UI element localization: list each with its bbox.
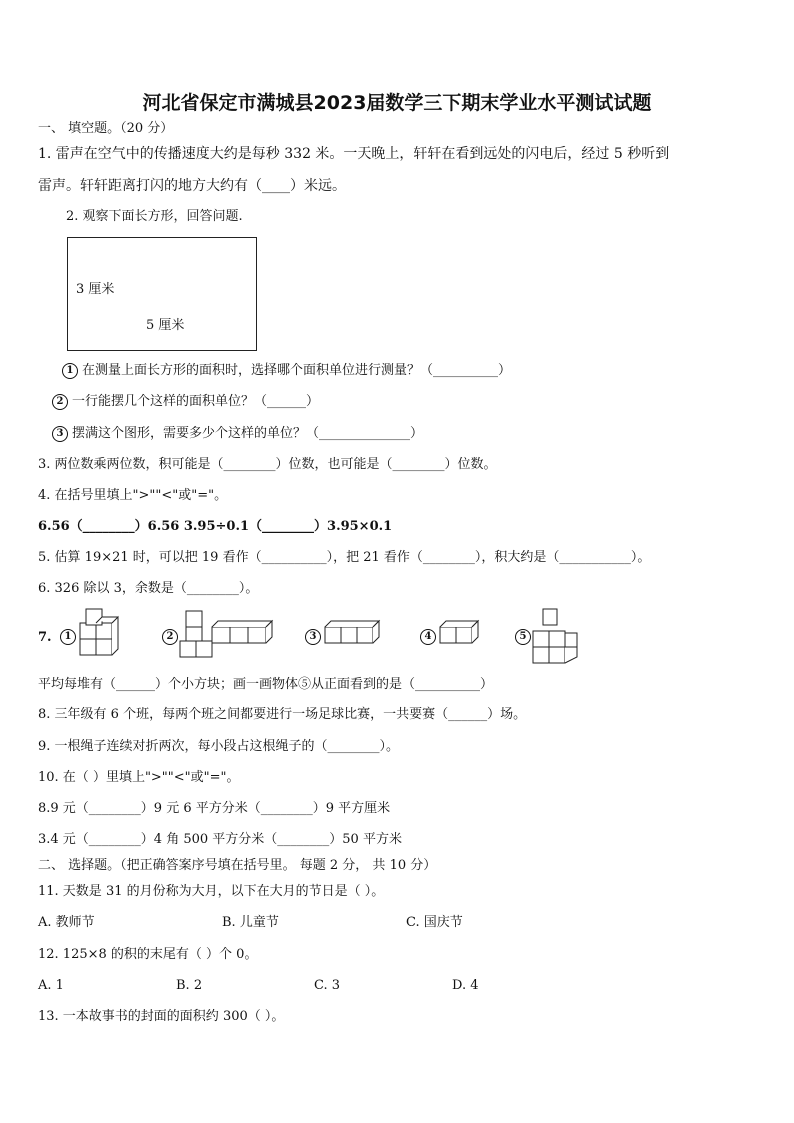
q12-option-b: B. 2 xyxy=(176,978,203,993)
section-2-heading: 二、 选择题。（把正确答案序号填在括号里。 每题 2 分， 共 10 分） xyxy=(38,858,437,873)
question-6: 6. 326 除以 3，余数是（________）。 xyxy=(38,581,259,596)
circled-number-icon: 1 xyxy=(60,629,76,645)
circled-number-icon: 5 xyxy=(515,629,531,645)
question-1-line-1: 1. 雷声在空气中的传播速度大约是每秒 332 米。一天晚上，轩轩在看到远处的闪电后，经过 5 秒听到 xyxy=(38,146,670,162)
question-2: 2. 观察下面长方形，回答问题. xyxy=(66,209,243,224)
circled-number-icon: 2 xyxy=(162,629,178,645)
rect-length-label: 5 厘米 xyxy=(146,318,185,333)
question-3: 3. 两位数乘两位数，积可能是（________）位数，也可能是（________）位数。 xyxy=(38,457,497,472)
q11-option-b: B. 儿童节 xyxy=(222,915,279,930)
q12-option-c: C. 3 xyxy=(314,978,341,993)
cube-row-3-icon xyxy=(323,605,393,665)
q11-option-a: A. 教师节 xyxy=(38,915,95,930)
question-4: 4. 在括号里填上">""<"或"="。 xyxy=(38,488,228,503)
circled-number-icon: 4 xyxy=(420,629,436,645)
question-4-items: 6.56（________）6.56 3.95÷0.1（________）3.95×0.1 xyxy=(38,519,393,534)
question-13: 13. 一本故事书的封面的面积约 300（ ）。 xyxy=(38,1009,285,1024)
rectangle-figure xyxy=(67,237,257,351)
circled-number-icon: 3 xyxy=(305,629,321,645)
q12-option-d: D. 4 xyxy=(452,978,479,993)
question-10-row-1: 8.9 元（________）9 元 6 平方分米（________）9 平方厘米 xyxy=(38,801,391,816)
section-1-heading: 一、 填空题。（20 分） xyxy=(38,121,174,136)
question-2-sub-3 xyxy=(52,425,423,443)
cube-row-4-icon xyxy=(438,605,498,665)
cube-stack-1-icon xyxy=(78,605,138,665)
circled-number-icon: 1 xyxy=(62,363,78,379)
question-7-text: 平均每堆有（______）个小方块；画一画物体⑤从正面看到的是（__________） xyxy=(38,677,494,692)
page-title: 河北省保定市满城县2023届数学三下期末学业水平测试试题 xyxy=(142,92,652,114)
question-9: 9. 一根绳子连续对折两次，每小段占这根绳子的（________）。 xyxy=(38,739,400,754)
circled-number-icon: 3 xyxy=(52,426,68,442)
cube-stack-5-icon xyxy=(531,605,601,669)
question-12: 12. 125×8 的积的末尾有（ ）个 0。 xyxy=(38,947,258,962)
cube-stack-2-icon xyxy=(178,605,288,665)
question-10-row-2: 3.4 元（________）4 角 500 平方分米（________）50 平方米 xyxy=(38,832,402,847)
question-2-sub-1-text: 在测量上面长方形的面积时，选择哪个面积单位进行测量？（__________） xyxy=(82,363,512,378)
question-1-line-2: 雷声。轩轩距离打闪的地方大约有（____）米远。 xyxy=(38,178,346,194)
question-5: 5. 估算 19×21 时，可以把 19 看作（__________），把 21 看作（________），积大约是（___________）。 xyxy=(38,550,651,565)
question-8: 8. 三年级有 6 个班，每两个班之间都要进行一场足球比赛，一共要赛（______）场。 xyxy=(38,707,527,722)
circled-number-icon: 2 xyxy=(52,394,68,410)
rect-width-label: 3 厘米 xyxy=(76,282,115,297)
question-2-sub-2 xyxy=(52,393,319,411)
q11-option-c: C. 国庆节 xyxy=(406,915,463,930)
q12-option-a: A. 1 xyxy=(38,978,64,993)
question-11: 11. 天数是 31 的月份称为大月，以下在大月的节日是（ ）。 xyxy=(38,884,385,899)
question-7-label: 7. xyxy=(38,630,52,645)
question-2-sub-1 xyxy=(62,362,511,380)
question-2-sub-2-text: 一行能摆几个这样的面积单位？（______） xyxy=(72,394,320,409)
question-2-sub-3-text: 摆满这个图形，需要多少个这样的单位？（______________） xyxy=(72,426,424,441)
question-10: 10. 在（ ）里填上">""<"或"="。 xyxy=(38,770,240,785)
